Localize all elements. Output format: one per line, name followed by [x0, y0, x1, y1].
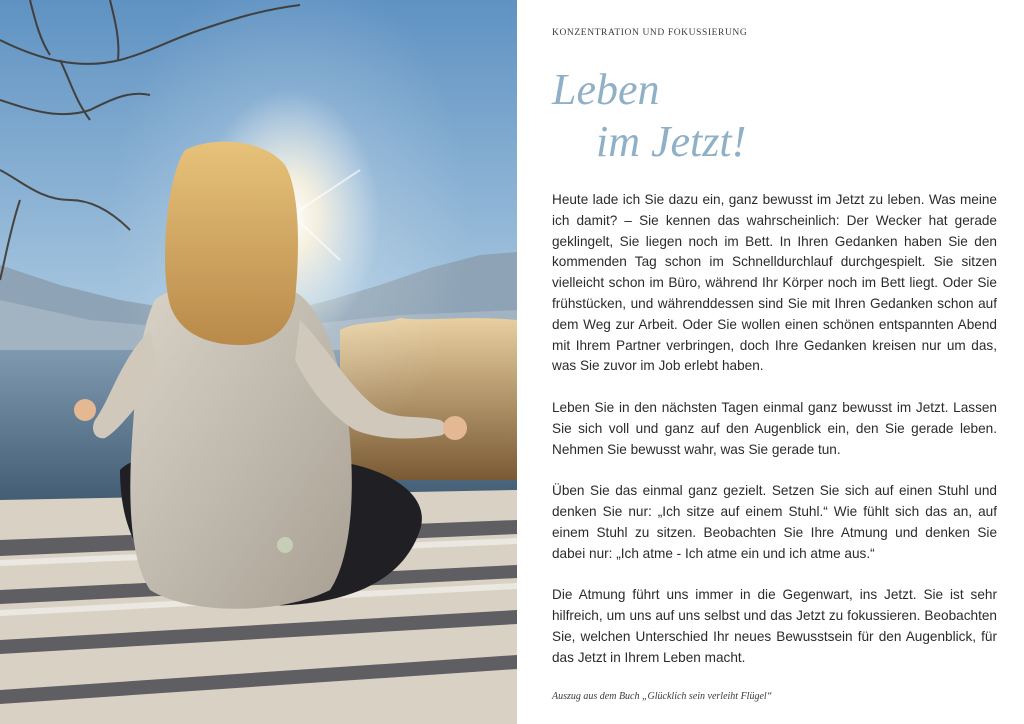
section-kicker: KONZENTRATION UND FOKUSSIERUNG: [552, 28, 748, 38]
title-line-2: im Jetzt!: [596, 117, 747, 166]
paragraph: Heute lade ich Sie dazu ein, ganz bewusst im Jetzt zu leben. Was meine ich damit? – Sie kennen das wahrscheinlich: Der Wecker hat gerade geklingelt, Sie liegen noch im Bett. In Ihren Gedanken haben Sie den kommenden Tag schon im Schnelldurchlauf durchgespielt. Sie sitzen vielleicht schon im Büro, während Ihr Körper noch im Bett liegt. Oder Sie frühstücken, und währenddessen sind Sie mit Ihren Gedanken schon auf dem Weg zur Arbeit. Oder Sie wollen einen schönen entspannten Abend mit Ihrem Partner verbringen, doch Ihre Gedanken kreisen nur um das, was Sie zuvor im Job erlebt haben.: [552, 192, 997, 374]
article-body: [552, 190, 997, 689]
title-line-1: Leben: [552, 65, 660, 114]
source-note: Auszug aus dem Buch „Glücklich sein verleiht Flügel“: [552, 691, 773, 702]
article-title: [552, 64, 746, 168]
paragraph: Üben Sie das einmal ganz gezielt. Setzen Sie sich auf einen Stuhl und denken Sie nur: „Ich sitze auf einem Stuhl.“ Wie fühlt sich das an, auf einem Stuhl zu sitzen. Beobachten Sie Ihre Atmung und denken Sie dabei nur: „Ich atme - Ich atme ein und ich atme aus.“: [552, 483, 997, 561]
article-column: [517, 0, 1024, 724]
paragraph: Die Atmung führt uns immer in die Gegenwart, ins Jetzt. Sie ist sehr hilfreich, um uns auf uns selbst und das Jetzt zu fokussieren. Beobachten Sie, welchen Unterschied Ihr neues Bewusstsein für den Augenblick, für das Jetzt in Ihrem Leben macht.: [552, 587, 997, 665]
paragraph: Leben Sie in den nächsten Tagen einmal ganz bewusst im Jetzt. Lassen Sie sich voll und ganz auf den Augenblick ein, den Sie gerade leben. Nehmen Sie bewusst wahr, was Sie gerade tun.: [552, 399, 997, 457]
